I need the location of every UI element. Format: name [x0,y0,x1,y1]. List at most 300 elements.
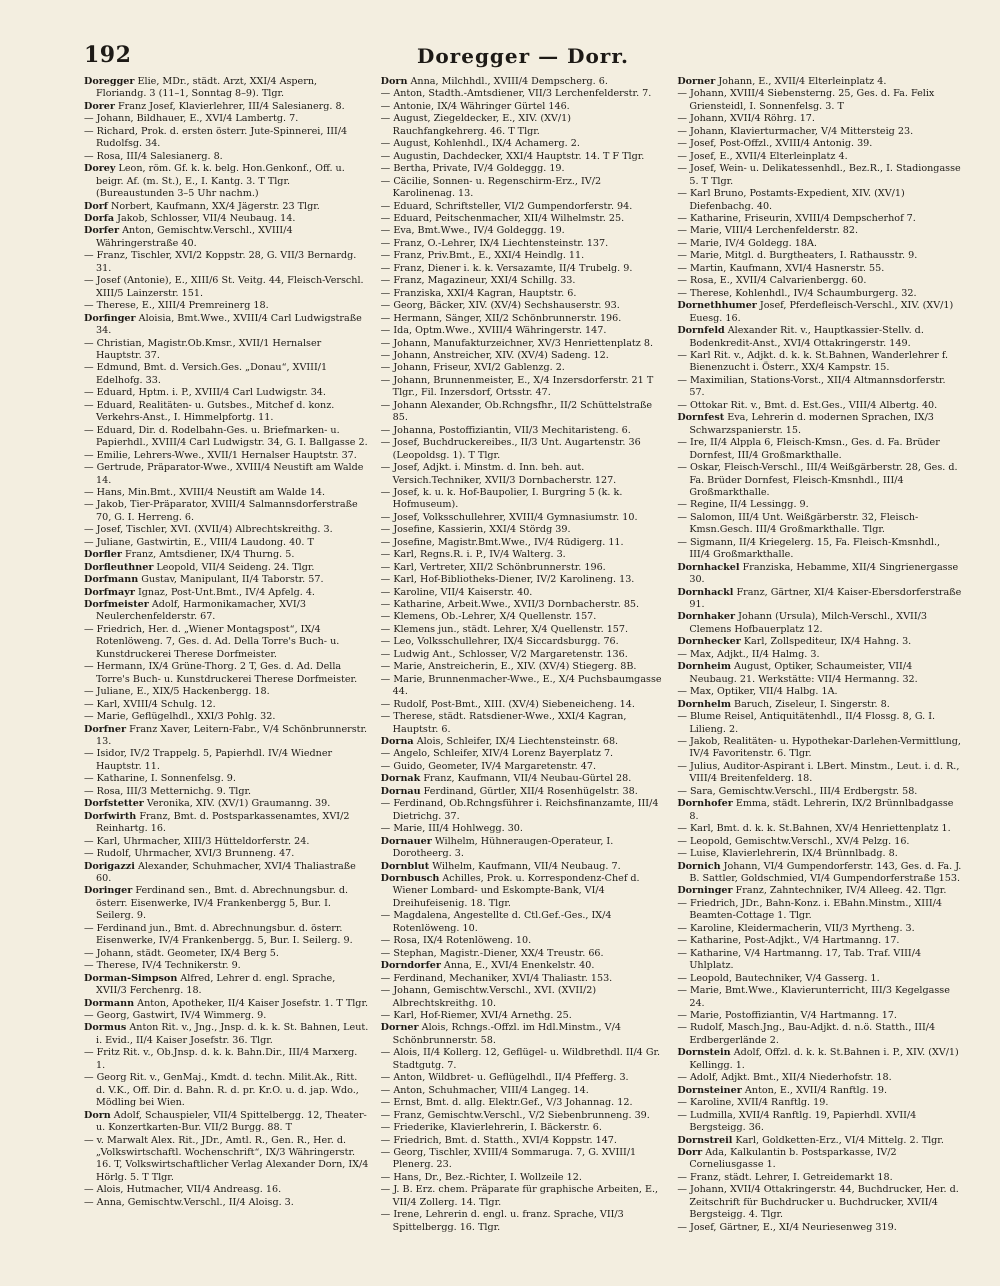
entry-details: — Marie, Brunnenmacher-Wwe., E., X/4 Puchsbaumgasse 44. [380,673,662,698]
entry-surname: Dorey [84,163,116,175]
entry-details: — Gertrude, Präparator-Wwe., XVIII/4 Neustift am Walde 14. [84,462,364,486]
directory-entry [84,811,369,836]
directory-entry [677,848,962,860]
entry-details: — Rosa, E., XVII/4 Calvarienbergg. 60. [677,275,867,287]
directory-entry [381,350,666,362]
entry-details: Leopold, VII/4 Seideng. 24. Tlgr. [153,561,315,573]
entry-details: — Maximilian, Stations-Vorst., XII/4 Altmannsdorferstr. 57. [677,374,946,399]
directory-entry [84,151,369,163]
entry-surname: Dornheim [677,661,731,673]
directory-entry [677,923,962,935]
directory-entry [84,537,369,549]
entry-details: Alexander Rit. v., Hauptkassier-Stellv. d. Bodenkredit-Anst., XVI/4 Ottakringerstr. 149. [689,325,924,349]
entry-details: Alexander, Schuhmacher, XVI/4 Thaliastraße 60. [96,860,356,884]
directory-entry [381,1085,666,1097]
directory-entry [84,599,369,624]
entry-details: — Johann, Bildhauer, E., XVI/4 Lambertg. 7. [84,113,299,125]
directory-entry [84,225,369,250]
entry-details: Gustav, Manipulant, II/4 Taborstr. 57. [138,574,324,586]
directory-entry [677,213,962,225]
entry-details: — Ferdinand jun., Bmt. d. Abrechnungsbur. d. österr. Eisenwerke, IV/4 Frankenbergg. 5, Bur. I. Seilerg. 9. [84,922,353,947]
entry-details: — Ottokar Rit. v., Bmt. d. Est.Ges., VIII/4 Albertg. 40. [677,399,938,411]
entry-details: — Katharine, Friseurin, XVIII/4 Dempscherhof 7. [677,212,916,224]
entry-details: Achilles, Prok. u. Korrespondenz-Chef d. Wiener Lombard- und Eskompte-Bank, VI/4 Dreihufeisenig. 18. Tlgr. [392,873,640,909]
directory-entry [84,1047,369,1072]
entry-details: — Friedrich, Her. d. „Wiener Montagspost“, IX/4 Rotenlöweng. 7, Ges. d. Ad. Della Torre's Buch- u. Kunstdruckerei Therese Dorfmeister. [84,623,340,660]
entry-details: — Anton, Wildbret- u. Geflügelhdl., II/4 Pfefferg. 3. [380,1072,629,1084]
entry-details: Veronika, XIV. (XV/1) Graumanng. 39. [143,798,331,810]
entry-details: — August, Kohlenhdl., IX/4 Achamerg. 2. [380,138,580,150]
entry-details: — Anton, Stadth.-Amtsdiener, VII/3 Lerchenfelderstr. 7. [380,88,652,100]
entry-details: — Johann, XVII/4 Röhrg. 17. [677,113,815,125]
directory-entry [381,599,666,611]
directory-entry [84,499,369,524]
entry-details: — Sara, Gemischtw.Verschl., III/4 Erdbergstr. 58. [677,785,918,797]
directory-entry [84,275,369,300]
directory-entry [381,711,666,736]
entry-details: — Anton, Schuhmacher, VIII/4 Langeg. 14. [380,1084,589,1096]
entry-details: — Georg Rit. v., GenMaj., Kmdt. d. techn. Milit.Ak., Ritt. d. V.K., Off. Dir. d. Bahn. R. d. pr. Kr.O. u. d. jap. Wdo., Mödling bei Wien. [84,1072,359,1109]
directory-entry [677,412,962,437]
entry-details: — Sigmann, II/4 Kriegelerg. 15, Fa. Fleisch-Kmsnhdl., III/4 Großmarkthalle. [677,536,941,561]
directory-entry [381,1147,666,1172]
directory-entry [381,736,666,748]
directory-entry [677,400,962,412]
entry-details: — Klemens jun., städt. Lehrer, X/4 Quellenstr. 157. [380,623,629,635]
entry-details: — Leo, Volksschullehrer, IX/4 Siccardsburgg. 76. [380,636,619,648]
directory-entry [381,948,666,960]
directory-entry [381,1072,666,1084]
entry-details: — Max, Adjkt., II/4 Halmg. 3. [677,648,820,660]
entry-surname: Dormus [84,1022,127,1034]
directory-entry [677,325,962,350]
entry-surname: Dorfner [84,723,127,735]
entry-details: Alois, Rchngs.-Offzl. im Hdl.Minstm., V/4 Schönbrunnerstr. 58. [392,1022,621,1046]
entry-details: — Franz, O.-Lehrer, IX/4 Liechtensteinstr. 137. [380,237,609,249]
entry-details: — Franz, Magazineur, XXI/4 Schillg. 33. [380,275,576,287]
directory-entry [84,686,369,698]
entry-surname: Dorn [380,76,408,87]
entry-details: Adolf, Offzl. d. k. k. St.Bahnen i. P., XIV. (XV/1) Kellingg. 1. [689,1047,959,1071]
entry-details: — Johann, Friseur, XVI/2 Gablenzg. 2. [380,362,565,374]
entry-surname: Dorfmeister [84,599,149,611]
directory-entry [381,425,666,437]
directory-entry [677,1072,962,1084]
entry-details: — Ludwig Ant., Schlosser, V/2 Margaretenstr. 136. [380,648,628,660]
entry-details: — Franz, städt. Lehrer, I. Getreidemarkt 18. [677,1171,893,1183]
directory-entry [381,1184,666,1209]
directory-entry [84,213,369,225]
directory-entry [677,985,962,1010]
directory-entry [84,973,369,998]
entry-details: — Josef, Volksschullehrer, XVIII/4 Gymnasiumstr. 10. [380,511,638,523]
entry-details: — Karl Bruno, Postamts-Expedient, XIV. (XV/1) Diefenbachg. 40. [677,188,905,212]
entry-surname: Dornethhumer [677,300,757,312]
entry-details: Anton, Apotheker, II/4 Kaiser Josefstr. 1. T Tlgr. [134,997,369,1009]
entry-details: — Eduard, Schriftsteller, VI/2 Gumpendorferstr. 94. [380,200,633,212]
entry-details: Alois, Schleifer, IX/4 Liechtensteinstr. 68. [413,736,619,748]
column-3 [677,76,962,1256]
directory-entry [677,587,962,612]
entry-surname: Dorner [380,1022,419,1034]
directory-entry [381,674,666,699]
entry-details: Ignaz, Post-Unt.Bmt., IV/4 Apfelg. 4. [134,586,315,598]
entry-details: — Rudolf, Post-Bmt., XIII. (XV/4) Siebeneicheng. 14. [380,698,635,710]
entry-surname: Dorfa [84,212,115,224]
directory-entry [381,151,666,163]
directory-entry [381,176,666,201]
directory-entry [84,362,369,387]
entry-surname: Dornhecker [677,636,741,648]
directory-entry [677,76,962,88]
directory-entry [381,1097,666,1109]
entry-details: — Martin, Kaufmann, XVI/4 Hasnerstr. 55. [677,262,885,274]
directory-entry [381,487,666,512]
entry-details: — Johann, XVIII/4 Siebensterng. 25, Ges. d. Fa. Felix Griensteidl, I. Sonnenfelsg. 3. T [677,88,935,112]
entry-details: — Fritz Rit. v., Ob.Jnsp. d. k. k. Bahn.Dir., III/4 Marxerg. 1. [84,1047,358,1071]
directory-entry [84,163,369,200]
directory-entry [677,225,962,237]
directory-entry [84,549,369,561]
entry-details: — Georg, Gastwirt, IV/4 Wimmerg. 9. [84,1009,267,1021]
directory-entry [84,773,369,785]
entry-details: Ferdinand sen., Bmt. d. Abrechnungsbur. d. österr. Eisenwerke, IV/4 Frankenbergg 5, Bur. I. Seilerg. 9. [96,885,349,922]
entry-details: Josef, Pferdefleisch-Verschl., XIV. (XV/1) Euesg. 16. [689,300,954,324]
entry-surname: Dorfler [84,549,122,561]
entry-surname: Dorner [677,76,716,87]
directory-entry [677,537,962,562]
directory-entry [84,113,369,125]
directory-entry [84,1022,369,1047]
directory-entry [84,948,369,960]
entry-details: — Karoline, Kleidermacherin, VII/3 Myrtheng. 3. [677,922,915,934]
entry-details: Baruch, Ziseleur, I. Singerstr. 8. [730,698,890,710]
entry-surname: Doregger [84,76,135,87]
entry-details: — Hermann, Sänger, XII/2 Schönbrunnerstr. 196. [380,312,622,324]
entry-details: — Therese, Kohlenhdl., IV/4 Schaumburgerg. 32. [677,287,917,299]
entry-details: — Angelo, Schleifer, XIV/4 Lorenz Bayerplatz 7. [380,748,614,760]
directory-entry [677,786,962,798]
directory-entry [381,76,666,88]
directory-entry [84,1135,369,1185]
entry-details: — Marie, VIII/4 Lerchenfelderstr. 82. [677,225,859,237]
column-1 [84,76,369,1256]
entry-details: — Josef, Adjkt. i. Minstm. d. Inn. beh. aut. Versich.Techniker, XVII/3 Dornbacherstr. 127. [380,462,617,486]
directory-entry [84,1010,369,1022]
directory-entry [677,973,962,985]
directory-entry [84,338,369,363]
directory-entry [381,873,666,910]
directory-entry [84,126,369,151]
directory-entry [84,1110,369,1135]
entry-details: — Josef, Tischler, XVI. (XVII/4) Albrechtskreithg. 3. [84,524,333,536]
entry-surname: Dormann [84,997,135,1009]
entry-details: — Leopold, Bautechniker, V/4 Gasserg. 1. [677,972,880,984]
entry-details: — Karl, XVIII/4 Schulg. 12. [84,698,216,710]
entry-details: — Josef (Antonie), E., XIII/6 St. Veitg. 44, Fleisch-Verschl. XIII/5 Lainzerstr. 151. [84,275,364,299]
entry-details: — Josef, Wein- u. Delikatessenhdl., Bez.R., I. Stadiongasse 5. T Tlgr. [677,163,961,187]
directory-entry [677,238,962,250]
directory-entry [84,885,369,922]
entry-details: — Marie, Anstreicherin, E., XIV. (XV/4) Stiegerg. 8B. [380,661,637,673]
directory-entry [381,537,666,549]
directory-entry [84,1072,369,1109]
entry-details: — Georg, Tischler, XVIII/4 Sommaruga. 7, G. XVIII/1 Plenerg. 23. [380,1146,637,1171]
entry-details: — Rosa, III/4 Salesianerg. 8. [84,150,223,162]
entry-surname: Dorn [84,1109,111,1121]
directory-entry [84,587,369,599]
entry-details: — Karl, Vertreter, XII/2 Schönbrunnerstr. 196. [380,561,606,573]
directory-entry [84,786,369,798]
entry-surname: Dorfstetter [84,798,144,810]
entry-details: — Rosa, III/3 Metternichg. 9. Tlgr. [84,785,252,797]
directory-entry [381,587,666,599]
entry-details: — Karl, Regns.R. i. P., IV/4 Walterg. 3. [380,549,566,561]
directory-entry [677,462,962,499]
entry-details: — Karoline, VII/4 Kaiserstr. 40. [380,586,533,598]
directory-entry [381,1110,666,1122]
directory-entry [381,1010,666,1022]
entry-details: Anton, Gemischtw.Verschl., XVIII/4 Währingerstraße 40. [96,225,293,249]
directory-entry [84,724,369,749]
entry-details: — Max, Optiker, VII/4 Halbg. 1A. [677,686,838,698]
directory-entry [677,636,962,648]
entry-surname: Dornfeld [677,325,725,337]
entry-surname: Dorr [677,1146,703,1158]
directory-entry [677,686,962,698]
entry-details: Alfred, Lehrer d. engl. Sprache, XVII/3 Ferchenrg. 18. [96,972,336,997]
directory-entry [381,1172,666,1184]
entry-details: — Richard, Prok. d. ersten österr. Jute-Spinnerei, III/4 Rudolfsg. 34. [84,125,348,150]
directory-entry [381,512,666,524]
entry-details: Franz Xaver, Leitern-Fabr., V/4 Schönbrunnerstr. 13. [96,723,368,748]
entry-details: Aloisia, Bmt.Wwe., XVIII/4 Carl Ludwigstraße 34. [96,312,362,337]
entry-details: Karl, Goldketten-Erz., VI/4 Mittelg. 2. Tlgr. [732,1134,944,1146]
columns-container [84,76,962,1256]
directory-entry [84,76,369,101]
entry-details: Johann (Ursula), Milch-Verschl., XVII/3 Clemens Hofbauerplatz 12. [689,611,927,635]
entry-details: — Bertha, Private, IV/4 Goldeggg. 19. [380,163,565,175]
entry-details: — Isidor, IV/2 Trappelg. 5, Papierhdl. IV/4 Wiedner Hauptstr. 11. [84,748,333,772]
directory-entry [677,798,962,823]
entry-details: — Friedrich, JDr., Bahn-Konz. i. EBahn.Minstm., XIII/4 Beamten-Cottage 1. Tlgr. [677,897,943,922]
entry-details: — Ernst, Bmt. d. allg. Elektr.Gef., V/3 Johannag. 12. [380,1097,633,1109]
directory-entry [381,462,666,487]
entry-details: — Anna, Gemischtw.Verschl., II/4 Aloisg. 3. [84,1196,294,1208]
entry-details: — Katharine, Arbeit.Wwe., XVII/3 Dornbacherstr. 85. [380,599,640,611]
entry-details: — Alois, II/4 Kollerg. 12, Geflügel- u. Wildbrethdl. II/4 Gr. Stadtgutg. 7. [380,1047,661,1071]
entry-details: — Klemens, Ob.-Lehrer, X/4 Quellenstr. 157. [380,611,597,623]
entry-surname: Dornblut [380,860,430,872]
entry-details: — Rosa, IX/4 Rotenlöweng. 10. [380,935,532,947]
column-2 [381,76,666,1256]
directory-entry [381,300,666,312]
directory-entry [84,487,369,499]
entry-surname: Dorna [380,736,414,748]
directory-entry [84,848,369,860]
entry-surname: Dornhackel [677,561,740,573]
entry-surname: Dornich [677,860,721,872]
directory-entry [381,661,666,673]
entry-details: — Friederike, Klavierlehrerin, I. Bäckerstr. 6. [380,1122,602,1134]
directory-entry [677,499,962,511]
entry-details: August, Optiker, Schaumeister, VII/4 Neubaug. 21. Werkstätte: VII/4 Hermanng. 32. [689,661,918,685]
entry-details: Franz, Zahntechniker, IV/4 Alleeg. 42. Tlgr. [732,885,947,897]
entry-details: — Adolf, Adjkt. Bmt., XII/4 Niederhofstr. 18. [677,1072,892,1084]
directory-entry [677,761,962,786]
directory-entry [84,923,369,948]
entry-surname: Dorfwirth [84,810,137,822]
entry-details: — Johann, Manufakturzeichner, XV/3 Henriettenplatz 8. [380,337,654,349]
directory-entry [677,1010,962,1022]
entry-details: — Oskar, Fleisch-Verschl., III/4 Weißgärberstr. 28, Ges. d. Fa. Brüder Dornfest, Fleisch-Kmsnhdl., III/4 Großmarkthalle. [677,462,958,498]
directory-entry [381,786,666,798]
entry-details: — Franz, Tischler, XVI/2 Koppstr. 28, G. VII/3 Bernardg. 31. [84,250,357,274]
directory-entry [84,798,369,810]
directory-entry [677,1222,962,1234]
directory-entry [677,1172,962,1184]
entry-surname: Dorfinger [84,312,136,324]
entry-surname: Doringer [84,885,133,897]
entry-details: — Stephan, Magistr.-Diener, XX/4 Treustr. 66. [380,947,604,959]
entry-surname: Dornak [380,773,421,785]
directory-entry [677,300,962,325]
directory-entry [381,225,666,237]
directory-entry [381,761,666,773]
entry-details: — Cäcilie, Sonnen- u. Regenschirm-Erz., IV/2 Karolinenag. 13. [380,175,602,200]
entry-details: — Marie, Mitgl. d. Burgtheaters, I. Rathausstr. 9. [677,250,918,262]
entry-details: — Josef, k. u. k. Hof-Baupolier, I. Burgring 5 (k. k. Hofmuseum). [380,486,623,511]
entry-details: — Jakob, Tier-Präparator, XVIII/4 Salmannsdorferstraße 70, G. I. Herreng. 6. [84,499,358,523]
entry-details: — J. B. Erz. chem. Präparate für graphische Arbeiten, E., VII/4 Zollerg. 14. Tlgr. [380,1184,659,1208]
entry-details: — Rudolf, Uhrmacher, XVI/3 Brunneng. 47. [84,848,295,860]
directory-entry [677,1110,962,1135]
entry-surname: Dorfleuthner [84,561,154,573]
entry-surname: Dornstein [677,1047,731,1059]
page-title: Doregger — Dorr. [417,44,629,68]
directory-entry [677,699,962,711]
entry-details: — Johann, Klavierturmacher, V/4 Mittersteig 23. [677,125,914,137]
entry-details: — Regine, II/4 Lessingg. 9. [677,499,809,511]
directory-entry [381,1047,666,1072]
entry-details: — Therese, E., XIII/4 Premreinerg 18. [84,300,269,312]
entry-details: — Johann, Brunnenmeister, E., X/4 Inzersdorferstr. 21 T Tlgr., Fil. Inzersdorf, Ortsstr. 47. [380,374,654,399]
entry-details: — Franz, Diener i. k. k. Versazamte, II/4 Trubelg. 9. [380,262,633,274]
directory-entry [381,1022,666,1047]
entry-details: Eva, Lehrerin d. modernen Sprachen, IX/3 Schwarzspanierstr. 15. [689,412,934,436]
entry-details: — Christian, Magistr.Ob.Kmsr., XVII/1 Hernalser Hauptstr. 37. [84,337,322,361]
entry-details: — Karl, Hof-Bibliotheks-Diener, IV/2 Karolineng. 13. [380,574,635,586]
entry-details: Jakob, Schlosser, VII/4 Neubaug. 14. [114,212,296,224]
entry-details: — Eduard, Dir. d. Rodelbahn-Ges. u. Briefmarken- u. Papierhdl., XVIII/4 Carl Ludwigstr. 34, G. I. Ballgasse 2. [84,424,368,449]
entry-details: Wilhelm, Kaufmann, VII/4 Neubaug. 7. [429,860,621,872]
entry-details: — Franziska, XXI/4 Kagran, Hauptstr. 6. [380,287,577,299]
entry-details: — Hans, Dr., Bez.-Richter, I. Wollzeile 12. [380,1171,582,1183]
entry-details: — Johanna, Postoffiziantin, VII/3 Mechitaristeng. 6. [380,424,631,436]
directory-entry [677,948,962,973]
directory-entry [84,861,369,886]
entry-details: — August, Ziegeldecker, E., XIV. (XV/1) Rauchfangkehrerg. 46. T Tlgr. [380,113,571,137]
directory-entry [84,836,369,848]
directory-entry [677,836,962,848]
entry-details: — Karl, Uhrmacher, XIII/3 Hütteldorferstr. 24. [84,835,310,847]
entry-details: — Karoline, XVII/4 Ranftlg. 19. [677,1097,829,1109]
entry-details: — Johann, städt. Geometer, IX/4 Berg 5. [84,947,279,959]
entry-details: — Marie, Geflügelhdl., XXI/3 Pohlg. 32. [84,711,276,723]
entry-surname: Dorfmann [84,574,139,586]
entry-details: — Irene, Lehrerin d. engl. u. franz. Sprache, VII/3 Spittelbergg. 16. Tlgr. [380,1209,624,1233]
entry-details: — Josefine, Kassierin, XXI/4 Stördg 39. [380,524,571,536]
directory-entry [677,250,962,262]
entry-surname: Dorfer [84,225,120,237]
entry-surname: Dorman-Simpson [84,972,178,984]
directory-entry [381,113,666,138]
directory-entry [84,101,369,113]
entry-details: Anton Rit. v., Jng., Jnsp. d. k. k. St. Bahnen, Leut. i. Evid., II/4 Kaiser Josefstr. 36. Tlgr. [96,1022,369,1046]
entry-details: — Alois, Hutmacher, VII/4 Andreasg. 16. [84,1184,282,1196]
entry-details: Wilhelm, Hühneraugen-Operateur, I. Dorotheerg. 3. [392,835,614,860]
entry-details: Leon, röm. Gf. k. k. belg. Hon.Genkonf., Off. u. beigr. Af. (m. St.), E., I. Kantg. 3. T Tlgr. (Bureaustunden 3–5 Uhr nachm.) [96,163,345,200]
directory-entry [677,1047,962,1072]
directory-entry [381,624,666,636]
directory-entry [677,823,962,835]
directory-entry [84,960,369,972]
directory-entry [84,574,369,586]
directory-entry [677,711,962,736]
entry-details: Johann, VI/4 Gumpendorferstr. 143, Ges. d. Fa. J. B. Sattler, Goldschmied, VI/4 Gumpendorferstraße 153. [689,860,962,884]
directory-entry [84,661,369,686]
entry-details: — Therese, IV/4 Technikerstr. 9. [84,960,241,972]
entry-surname: Dorfmayr [84,586,135,598]
entry-details: — Marie, III/4 Hohlwegg. 30. [380,823,523,835]
directory-entry [677,88,962,113]
entry-surname: Dorigazzi [84,860,135,872]
directory-entry [677,437,962,462]
entry-details: — v. Marwalt Alex. Rit., JDr., Amtl. R., Gen. R., Her. d. „Volkswirtschaftl. Wochenschrift“, IX/3 Währingerstr. 16. T, Volkswirtschaftlicher Verlag Alexander Dorn, IX/4 Hörlg. 5. T Tlgr. [84,1134,369,1183]
entry-details: — Marie, Postoffiziantin, V/4 Hartmanng. 17. [677,1009,897,1021]
directory-entry [381,338,666,350]
directory-entry [381,250,666,262]
directory-entry [84,250,369,275]
entry-details: — Eduard, Hptm. i. P., XVIII/4 Carl Ludwigstr. 34. [84,387,326,399]
directory-entry [677,163,962,188]
directory-entry [84,624,369,661]
entry-surname: Dorf [84,200,108,212]
page-number: 192 [84,42,132,68]
directory-entry [677,935,962,947]
directory-entry [381,798,666,823]
directory-entry [677,275,962,287]
entry-details: — Magdalena, Angestellte d. Ctl.Gef.-Ges., IX/4 Rotenlöweng. 10. [380,910,612,934]
entry-details: Anton, E., XVII/4 Ranftlg. 19. [741,1084,888,1096]
directory-entry [381,910,666,935]
directory-entry [677,1135,962,1147]
entry-surname: Dorer [84,100,115,112]
directory-entry [84,425,369,450]
entry-details: — Josef, Gärtner, E., XI/4 Neuriesenweg 319. [677,1221,897,1233]
directory-entry [84,711,369,723]
entry-details: — Eduard, Peitschenmacher, XII/4 Wilhelmstr. 25. [380,212,625,224]
entry-surname: Dornhaker [677,611,736,623]
entry-details: — Friedrich, Bmt. d. Statth., XVI/4 Koppstr. 147. [380,1134,617,1146]
directory-entry [84,201,369,213]
directory-entry [677,649,962,661]
directory-entry [677,151,962,163]
entry-surname: Dornau [380,785,421,797]
directory-entry [84,400,369,425]
entry-surname: Dornsteiner [677,1084,742,1096]
entry-details: Ferdinand, Gürtler, XII/4 Rosenhügelstr. 38. [420,785,638,797]
